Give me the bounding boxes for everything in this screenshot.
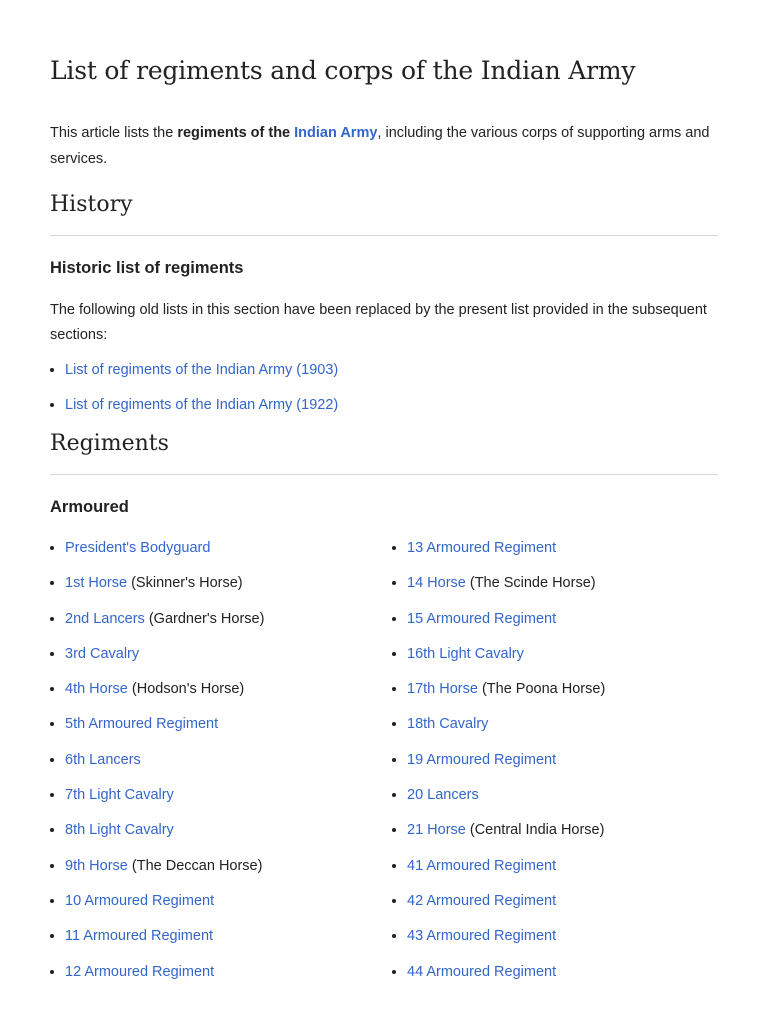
- bullet-icon: [392, 793, 396, 797]
- armoured-heading: Armoured: [50, 498, 129, 516]
- list-item: [392, 962, 605, 997]
- list-item: [50, 820, 264, 855]
- list-item-link[interactable]: 6th Lancers: [65, 751, 141, 768]
- historic-list-heading: Historic list of regiments: [50, 259, 244, 277]
- list-item-link[interactable]: 43 Armoured Regiment: [407, 928, 557, 945]
- bullet-icon: [50, 617, 54, 621]
- bullet-icon: [50, 864, 54, 868]
- list-item-link[interactable]: 11 Armoured Regiment: [65, 928, 214, 945]
- armoured-list-left: [50, 538, 264, 997]
- bullet-icon: [50, 368, 54, 372]
- list-item: [392, 644, 605, 679]
- bullet-icon: [392, 581, 396, 585]
- intro-bold-text: regiments of the: [177, 125, 295, 141]
- page-title: List of regiments and corps of the Indian Army: [50, 56, 636, 85]
- list-item-link[interactable]: 42 Armoured Regiment: [407, 892, 557, 909]
- list-item: [392, 785, 605, 820]
- intro-paragraph: [50, 120, 718, 172]
- intro-text-after: , including the various corps of supporting arms and services.: [50, 125, 710, 167]
- list-item-link[interactable]: 20 Lancers: [407, 787, 479, 804]
- bullet-icon: [50, 546, 54, 550]
- indian-army-link[interactable]: Indian Army: [294, 125, 378, 141]
- bullet-icon: [392, 970, 396, 974]
- bullet-icon: [392, 546, 396, 550]
- list-item-link[interactable]: 2nd Lancers: [65, 610, 145, 627]
- historic-links-list: [50, 360, 338, 431]
- bullet-icon: [392, 828, 396, 832]
- bullet-icon: [50, 687, 54, 691]
- bullet-icon: [50, 758, 54, 762]
- list-item: [392, 609, 605, 644]
- list-item-link[interactable]: 14 Horse: [407, 575, 466, 592]
- list-item-link[interactable]: List of regiments of the Indian Army (1903): [65, 362, 339, 378]
- list-item-link[interactable]: 3rd Cavalry: [65, 645, 140, 662]
- list-item: [392, 714, 605, 749]
- bullet-icon: [392, 934, 396, 938]
- list-item-suffix: (Skinner's Horse): [127, 575, 243, 592]
- bullet-icon: [50, 934, 54, 938]
- bullet-icon: [50, 899, 54, 903]
- list-item-suffix: (Gardner's Horse): [144, 610, 265, 627]
- list-item-link[interactable]: 18th Cavalry: [407, 716, 489, 733]
- regiments-divider: [50, 474, 718, 475]
- list-item-link[interactable]: 21 Horse: [407, 822, 466, 839]
- bullet-icon: [50, 722, 54, 726]
- list-item: [50, 962, 264, 997]
- list-item: [50, 609, 264, 644]
- list-item-link[interactable]: 15 Armoured Regiment: [407, 610, 557, 627]
- intro-text-before: This article lists the: [50, 125, 178, 141]
- bullet-icon: [392, 864, 396, 868]
- list-item-suffix: (The Deccan Horse): [127, 857, 263, 874]
- list-item: [392, 750, 605, 785]
- list-item: [50, 573, 264, 608]
- list-item: [392, 856, 605, 891]
- list-item: [392, 820, 605, 855]
- bullet-icon: [50, 793, 54, 797]
- list-item-link[interactable]: 9th Horse: [65, 857, 128, 874]
- list-item-link[interactable]: 16th Light Cavalry: [407, 645, 524, 662]
- bullet-icon: [50, 403, 54, 407]
- bullet-icon: [392, 652, 396, 656]
- regiments-heading: Regiments: [50, 431, 169, 456]
- list-item: [50, 856, 264, 891]
- list-item: [50, 644, 264, 679]
- list-item-link[interactable]: 1st Horse: [65, 575, 128, 592]
- list-item: [50, 395, 338, 430]
- list-item-suffix: (Central India Horse): [465, 822, 605, 839]
- bullet-icon: [392, 687, 396, 691]
- bullet-icon: [50, 652, 54, 656]
- armoured-list-right: [392, 538, 605, 997]
- list-item-link[interactable]: 41 Armoured Regiment: [407, 857, 557, 874]
- bullet-icon: [392, 899, 396, 903]
- list-item-link[interactable]: 10 Armoured Regiment: [65, 892, 215, 909]
- list-item: [50, 360, 338, 395]
- list-item: [50, 750, 264, 785]
- list-item: [392, 891, 605, 926]
- list-item-link[interactable]: President's Bodyguard: [65, 540, 211, 556]
- bullet-icon: [392, 617, 396, 621]
- list-item: [50, 714, 264, 749]
- list-item-link[interactable]: 19 Armoured Regiment: [407, 751, 557, 768]
- history-heading: History: [50, 192, 133, 217]
- list-item-link[interactable]: List of regiments of the Indian Army (1922): [65, 397, 339, 414]
- list-item: [50, 891, 264, 926]
- list-item: [50, 538, 264, 573]
- list-item-suffix: (The Scinde Horse): [465, 575, 596, 592]
- list-item-link[interactable]: 5th Armoured Regiment: [65, 716, 219, 733]
- list-item: [50, 679, 264, 714]
- bullet-icon: [50, 828, 54, 832]
- list-item-link[interactable]: 8th Light Cavalry: [65, 822, 174, 839]
- historic-paragraph: The following old lists in this section have been replaced by the present list provided in the subsequent sections:: [50, 302, 707, 343]
- bullet-icon: [392, 758, 396, 762]
- list-item-suffix: (The Poona Horse): [477, 681, 606, 698]
- list-item: [392, 538, 605, 573]
- list-item: [392, 679, 605, 714]
- list-item: [392, 573, 605, 608]
- list-item-link[interactable]: 44 Armoured Regiment: [407, 963, 557, 980]
- list-item-link[interactable]: 13 Armoured Regiment: [407, 540, 557, 556]
- bullet-icon: [392, 722, 396, 726]
- list-item-suffix: (Hodson's Horse): [127, 681, 245, 698]
- history-divider: [50, 235, 718, 236]
- list-item-link[interactable]: 12 Armoured Regiment: [65, 963, 215, 980]
- list-item: [50, 926, 264, 961]
- bullet-icon: [50, 581, 54, 585]
- list-item: [392, 926, 605, 961]
- list-item-link[interactable]: 7th Light Cavalry: [65, 787, 174, 804]
- list-item: [50, 785, 264, 820]
- bullet-icon: [50, 970, 54, 974]
- list-item-link[interactable]: 4th Horse: [65, 681, 128, 698]
- list-item-link[interactable]: 17th Horse: [407, 681, 478, 698]
